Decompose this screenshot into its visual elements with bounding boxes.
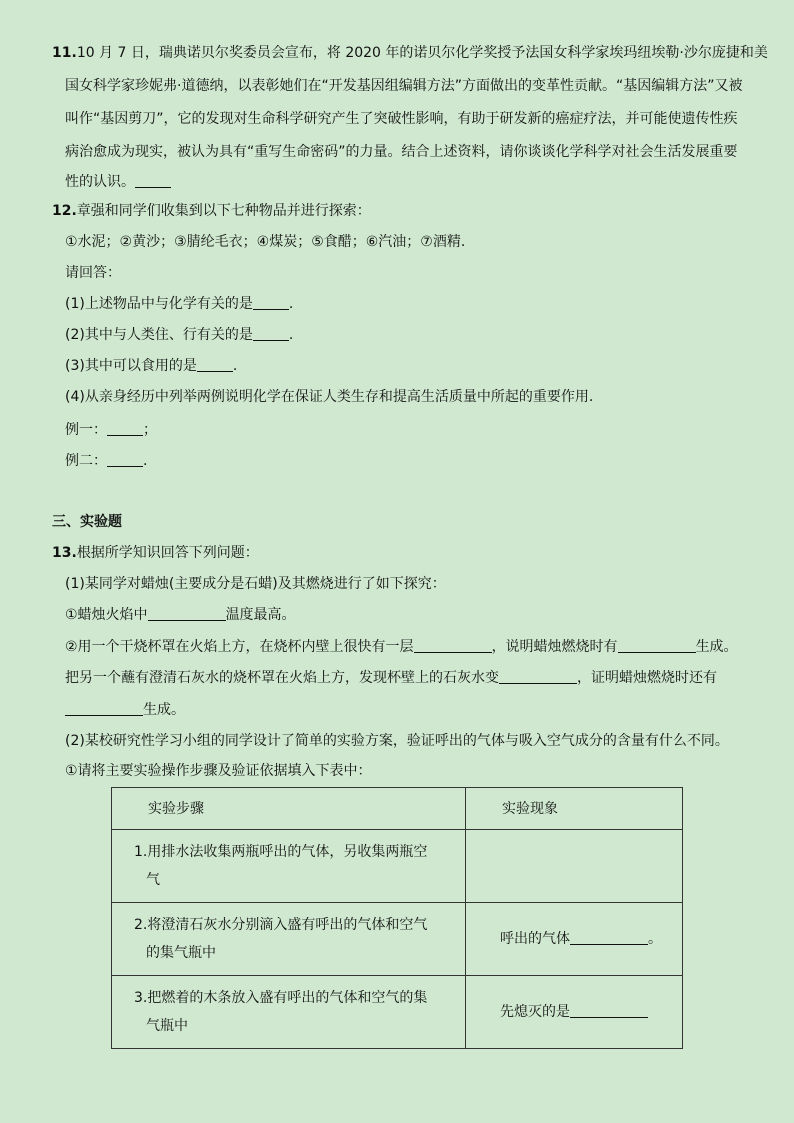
table-cell-result-3 <box>466 976 683 1049</box>
experiment-table <box>111 787 683 1049</box>
q13-part-2: (2)某校研究性学习小组的同学设计了简单的实验方案，验证呼出的气体与吸入空气成分的含量有什么不同。 <box>65 733 729 749</box>
q12-example-2-label: 例二： <box>65 453 107 469</box>
q13-product-blank-1[interactable] <box>618 638 696 653</box>
step-2-line-1: 2.将澄清石灰水分别滴入盛有呼出的气体和空气 <box>134 917 428 933</box>
table-cell-result-2 <box>466 903 683 976</box>
q12-part-3-blank[interactable] <box>197 357 233 372</box>
result-3-blank[interactable] <box>570 1003 648 1018</box>
q11-text-1: 10 月 7 日，瑞典诺贝尔奖委员会宣布，将 2020 年的诺贝尔化学奖授予法国女科学家埃玛纽埃勒·沙尔庞捷和美 <box>76 45 768 61</box>
q13-product-blank-2[interactable] <box>65 701 143 716</box>
q13-part-1b-mid: ，说明蜡烛燃烧时有 <box>491 639 618 655</box>
step-1-line-2: 气 <box>146 872 160 888</box>
q12-part-2-blank[interactable] <box>253 326 289 341</box>
q12-part-1-dot: . <box>288 296 294 312</box>
step-3-line-1: 3.把燃着的木条放入盛有呼出的气体和空气的集 <box>134 990 428 1006</box>
result-2-blank[interactable] <box>570 930 648 945</box>
q12-part-2-dot: . <box>288 327 294 343</box>
q11-number: 11. <box>52 45 77 61</box>
q11-text-5: 性的认识。 <box>65 174 135 190</box>
q12-example-1-label: 例一： <box>65 422 107 438</box>
q13-limewater-blank[interactable] <box>499 669 577 684</box>
q12-part-4: (4)从亲身经历中列举两例说明化学在保证人类生存和提高生活质量中所起的重要作用. <box>65 389 594 405</box>
q13-intro-line <box>52 543 259 563</box>
q11-line-4: 病治愈成为现实，被认为具有“重写生命密码”的力量。结合上述资料，请你谈谈化学科学对社会生活发展重要 <box>65 144 738 160</box>
result-2-text: 呼出的气体 <box>500 931 570 947</box>
q13-number: 13. <box>52 545 77 561</box>
q12-part-2 <box>65 325 293 345</box>
q12-part-3-text: (3)其中可以食用的是 <box>65 358 197 374</box>
q13-part-2a: ①请将主要实验操作步骤及验证依据填入下表中： <box>65 763 372 779</box>
q11-line-2: 国女科学家珍妮弗·道德纳，以表彰她们在“开发基因组编辑方法”方面做出的变革性贡献。“基因编辑方法”又被 <box>65 78 743 94</box>
q12-intro-line <box>52 201 371 221</box>
q13-part-1d <box>65 700 185 720</box>
q13-flame-blank[interactable] <box>148 606 226 621</box>
q13-part-1d-post: 生成。 <box>143 702 185 718</box>
q13-beaker-blank[interactable] <box>414 638 492 653</box>
q12-example-2 <box>65 451 147 471</box>
q11-answer-blank[interactable] <box>135 173 171 188</box>
q12-part-1 <box>65 294 293 314</box>
q11-line-3: 叫作“基因剪刀”，它的发现对生命科学研究产生了突破性影响，有助于研发新的癌症疗法，并可能使遗传性疾 <box>65 111 738 127</box>
result-3-text: 先熄灭的是 <box>500 1004 570 1020</box>
q13-part-1b <box>65 637 738 657</box>
q12-items: ①水泥；②黄沙；③腈纶毛衣；④煤炭；⑤食醋；⑥汽油；⑦酒精. <box>65 234 466 250</box>
table-cell-step-3 <box>112 976 466 1049</box>
q13-part-1c <box>65 668 717 688</box>
q13-part-1: (1)某同学对蜡烛(主要成分是石蜡)及其燃烧进行了如下探究： <box>65 576 446 592</box>
q13-part-1c-pre: 把另一个蘸有澄清石灰水的烧杯罩在火焰上方，发现杯壁上的石灰水变 <box>65 670 499 686</box>
table-row <box>112 903 683 976</box>
q12-example-2-blank[interactable] <box>107 452 143 467</box>
q13-part-1b-post: 生成。 <box>695 639 738 655</box>
q13-part-1a <box>65 605 296 625</box>
q12-example-1 <box>65 420 157 440</box>
table-cell-step-2 <box>112 903 466 976</box>
q12-example-1-blank[interactable] <box>107 421 143 436</box>
q11-line-1 <box>52 43 768 63</box>
q13-intro: 根据所学知识回答下列问题： <box>76 545 259 561</box>
table-header-step: 实验步骤 <box>112 788 466 830</box>
table-row <box>112 830 683 903</box>
table-header-row <box>112 788 683 830</box>
table-header-result: 实验现象 <box>466 788 683 830</box>
q13-part-1b-pre: ②用一个干烧杯罩在火焰上方，在烧杯内壁上很快有一层 <box>65 639 414 655</box>
q13-part-1a-pre: ①蜡烛火焰中 <box>65 607 148 623</box>
table-row <box>112 976 683 1049</box>
table-cell-result-1[interactable] <box>466 830 683 903</box>
q12-example-1-semicolon: ； <box>143 422 157 438</box>
q12-part-1-blank[interactable] <box>253 295 289 310</box>
result-2-end: 。 <box>648 931 662 947</box>
q12-example-2-dot: . <box>143 453 148 469</box>
q12-part-2-text: (2)其中与人类住、行有关的是 <box>65 327 253 343</box>
step-1-line-1: 1.用排水法收集两瓶呼出的气体，另收集两瓶空 <box>134 844 428 860</box>
table-cell-step-1 <box>112 830 466 903</box>
q13-part-1a-post: 温度最高。 <box>225 607 296 623</box>
q11-line-5 <box>65 172 171 192</box>
q12-prompt: 请回答： <box>65 265 121 281</box>
step-2-line-2: 的集气瓶中 <box>146 945 216 961</box>
q12-part-3 <box>65 356 237 376</box>
q12-intro: 章强和同学们收集到以下七种物品并进行探索： <box>76 203 371 219</box>
section-3-heading: 三、实验题 <box>52 514 122 530</box>
q13-part-1c-post: ，证明蜡烛燃烧时还有 <box>577 670 717 686</box>
q12-part-1-text: (1)上述物品中与化学有关的是 <box>65 296 253 312</box>
q12-part-3-dot: . <box>232 358 238 374</box>
q12-number: 12. <box>52 203 77 219</box>
step-3-line-2: 气瓶中 <box>146 1018 188 1034</box>
